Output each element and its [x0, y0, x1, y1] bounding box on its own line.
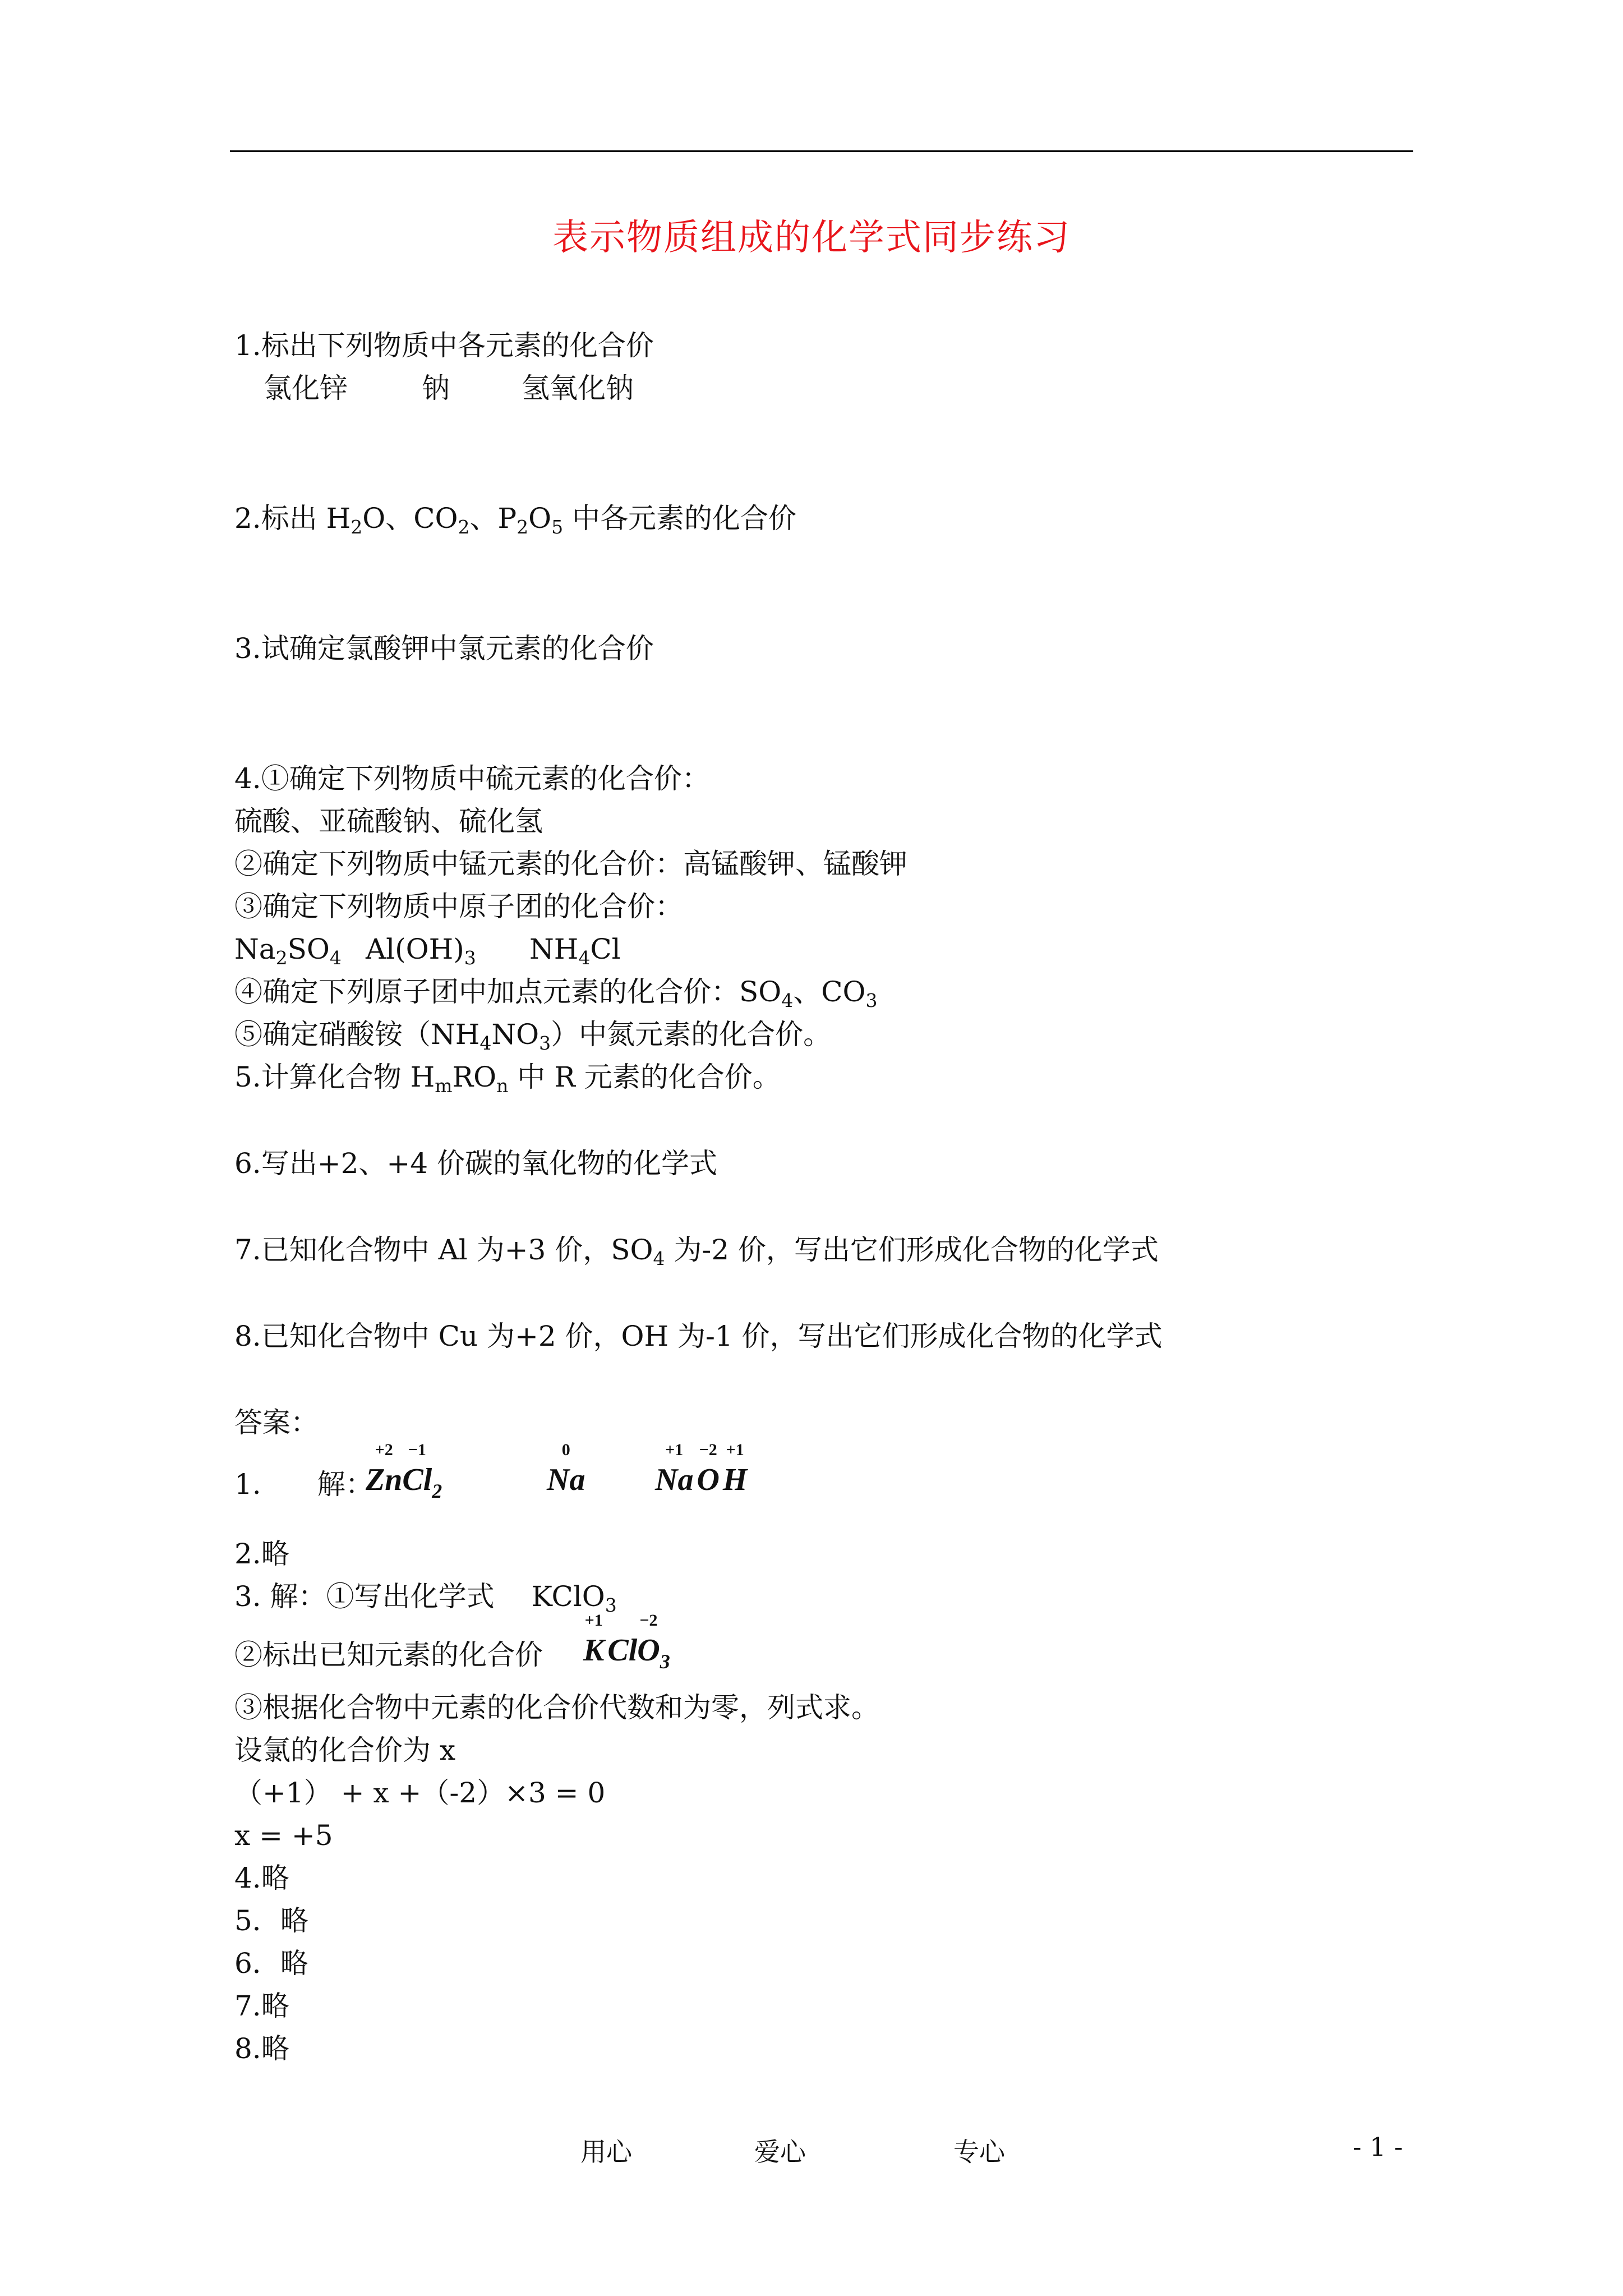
valence-o: −2 [699, 1441, 717, 1459]
answer-5: 5．略 [234, 1904, 308, 1937]
valence-o: −2 [639, 1611, 658, 1630]
formula-naoh: Na +1 O −2 H +1 [655, 1441, 748, 1497]
answer-4: 4.略 [234, 1862, 289, 1894]
q1-item-sodium-hydroxide: 氢氧化钠 [522, 372, 634, 404]
header-rule [230, 150, 1413, 152]
footer-text-2: 爱心 [754, 2137, 806, 2167]
valence-h: +1 [726, 1441, 744, 1459]
q4-formula-aloh3: $Al(OH)_3$ [366, 933, 476, 969]
q4-line-6: ④确定下列原子团中加点元素的化合价：$SO_4$、$CO_3$ [234, 976, 878, 1011]
q4-formula-na2so4: $Na_2SO_4$ [234, 933, 342, 969]
q5-text: 5.计算化合物 $H_mRO_n$ 中 R 元素的化合价。 [234, 1061, 781, 1097]
valence-zn: +2 [375, 1441, 393, 1459]
footer-text-3: 专心 [953, 2137, 1005, 2167]
valence-cl: −1 [408, 1441, 426, 1459]
q4-line-2: 硫酸、亚硫酸钠、硫化氢 [234, 805, 543, 838]
q6-text: 6.写出+2、+4 价碳的氧化物的化学式 [234, 1147, 718, 1180]
answer-2: 2.略 [234, 1538, 289, 1570]
q4-line-3: ②确定下列物质中锰元素的化合价：高锰酸钾、锰酸钾 [234, 848, 907, 880]
q8-text: 8.已知化合物中 Cu 为+2 价，OH 为-1 价，写出它们形成化合物的化学式 [234, 1320, 1163, 1352]
answer-3-line-1: 3. 解：①写出化学式 KClO$_3$ [234, 1580, 617, 1616]
q7-text: 7.已知化合物中 Al 为+3 价，$SO_4$ 为-2 价，写出它们形成化合物的化学式 [234, 1234, 1159, 1269]
answers-heading: 答案： [234, 1406, 319, 1439]
q4-line-7: ⑤确定硝酸铵$(NH_4NO_3)$中氮元素的化合价。 [234, 1018, 832, 1054]
q2-text: 2.标出 $H_2O$、$CO_2$、$P_2O_5$ 中各元素的化合价 [234, 502, 797, 538]
valence-na: 0 [561, 1441, 570, 1459]
answer-7: 7.略 [234, 1990, 289, 2022]
answer-3-line-2: ②标出已知元素的化合价 [234, 1639, 543, 1671]
formula-na: Na 0 [547, 1441, 585, 1497]
q4-line-1: 4.①确定下列物质中硫元素的化合价： [234, 762, 710, 795]
formula-kclo3: K +1 ClO −2 $_3$ [583, 1611, 670, 1673]
q1-stem: 1.标出下列物质中各元素的化合价 [234, 329, 654, 362]
answer-3-result: x = +5 [234, 1819, 333, 1852]
q4-formula-nh4cl: $NH_4Cl$ [529, 933, 621, 969]
answer-8: 8.略 [234, 2032, 289, 2065]
page-title: 表示物质组成的化学式同步练习 [552, 217, 1071, 259]
q1-item-zinc-chloride: 氯化锌 [264, 372, 348, 404]
answer-6: 6．略 [234, 1947, 308, 1980]
formula-zncl2: Zn +2 Cl −1 $_2$ [366, 1441, 442, 1502]
answer-3-line-3: ③根据化合物中元素的化合价代数和为零，列式求。 [234, 1691, 879, 1724]
q3-text: 3.试确定氯酸钾中氯元素的化合价 [234, 632, 654, 665]
valence-k: +1 [584, 1611, 603, 1630]
answer-1-label: 1. 解： [234, 1468, 374, 1501]
valence-na: +1 [665, 1441, 684, 1459]
page-number: - 1 - [1353, 2132, 1403, 2162]
answer-3-line-4: 设氯的化合价为 x [234, 1734, 456, 1766]
q1-item-sodium: 钠 [422, 372, 450, 404]
answer-3-equation: （+1） + x +（-2）×3 = 0 [234, 1777, 606, 1809]
footer-text-1: 用心 [580, 2137, 632, 2167]
q4-line-4: ③确定下列物质中原子团的化合价： [234, 890, 683, 923]
